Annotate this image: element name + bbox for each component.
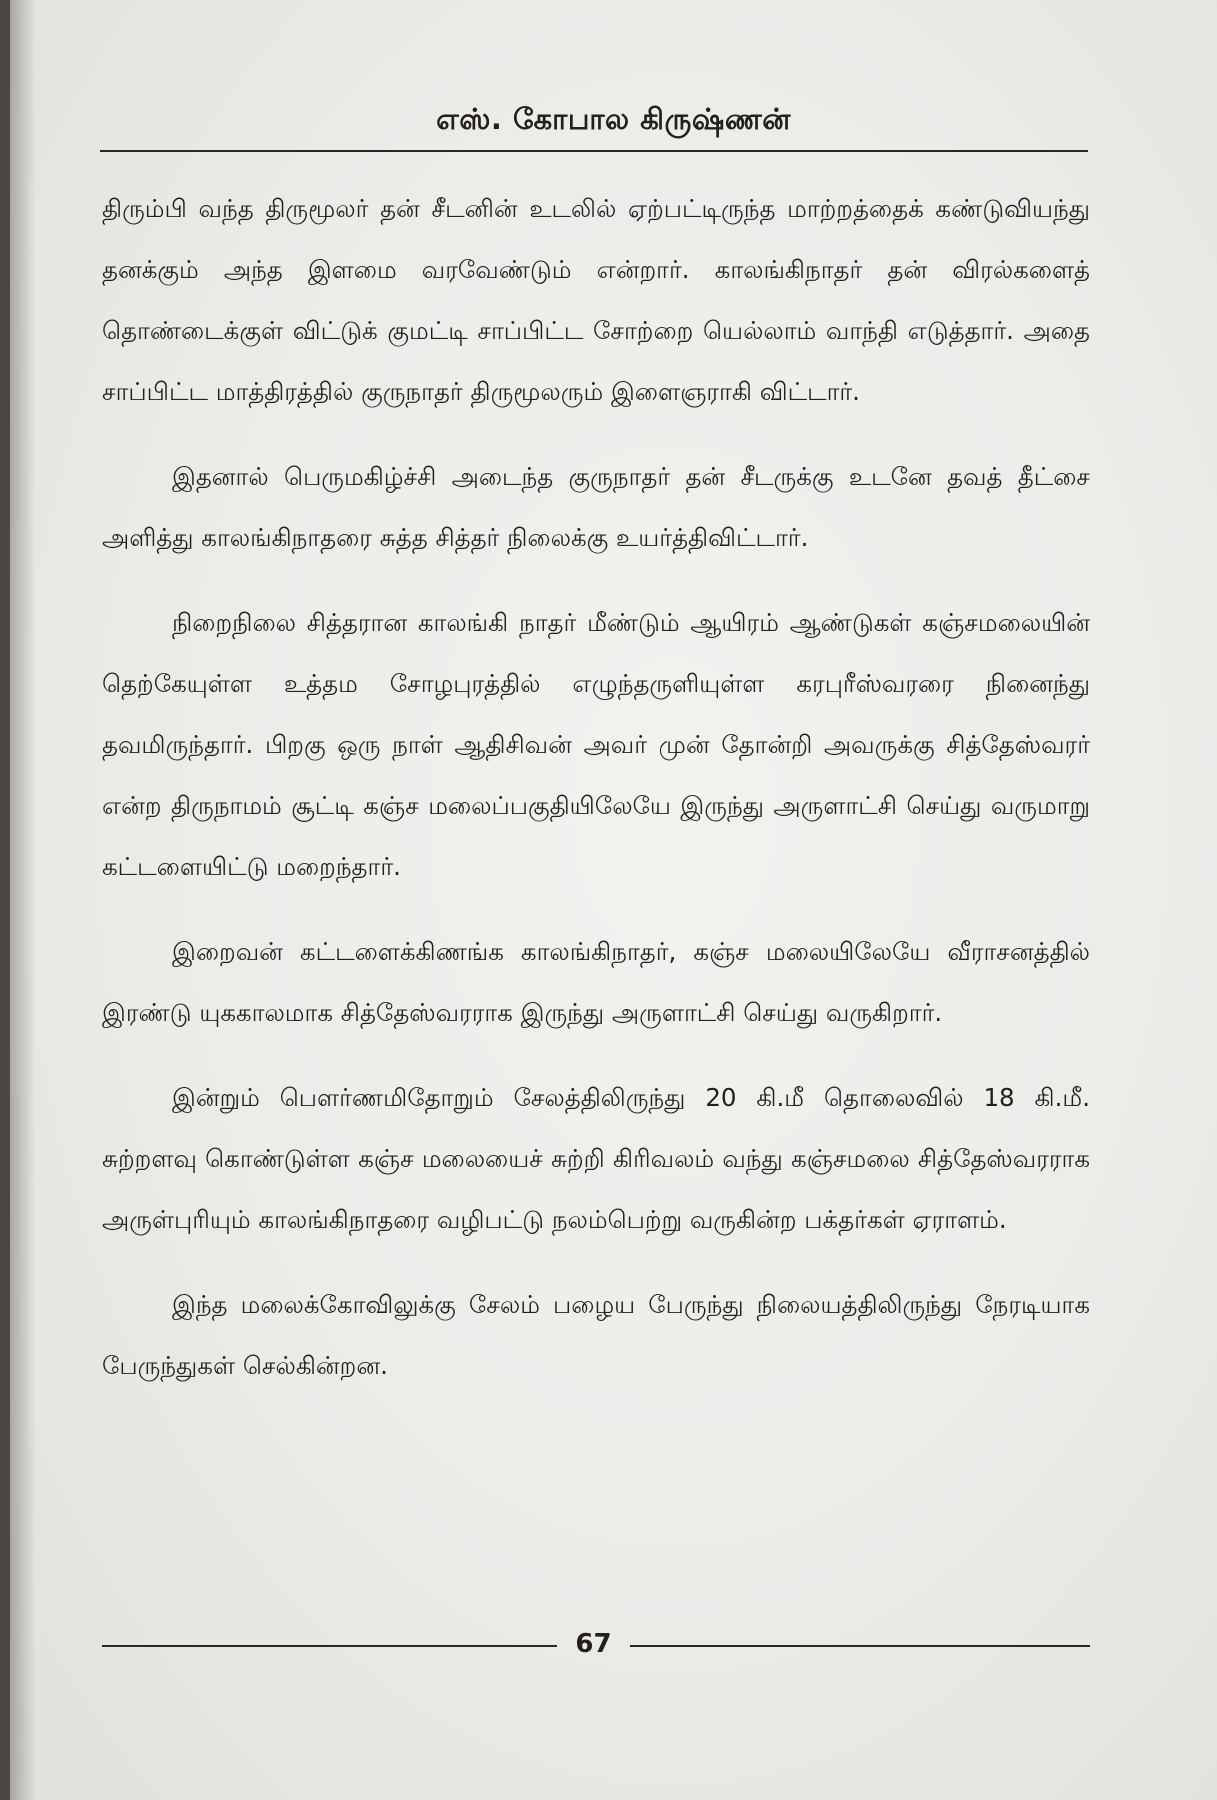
paragraph-4: இறைவன் கட்டளைக்கிணங்க காலங்கிநாதர், கஞ்ச மலையிலேயே வீராசனத்தில் இரண்டு யுககாலமாக சித்தேஸ்வரராக இருந்து அருளாட்சி செய்து வருகிறார். bbox=[102, 937, 1090, 1027]
running-header-author: எஸ். கோபால கிருஷ்ணன் bbox=[436, 102, 791, 136]
paragraph-5: இன்றும் பௌர்ணமிதோறும் சேலத்திலிருந்து 20 கி.மீ தொலைவில் 18 கி.மீ. சுற்றளவு கொண்டுள்ள கஞ்ச மலையைச் சுற்றி கிரிவலம் வந்து கஞ்சமலை சித்தேஸ்வரராக அருள்புரியும் காலங்கிநாதரை வழிபட்டு நலம்பெற்று வருகின்ற பக்தர்கள் ஏராளம். bbox=[102, 1083, 1090, 1234]
paragraph-3: நிறைநிலை சித்தரான காலங்கி நாதர் மீண்டும் ஆயிரம் ஆண்டுகள் கஞ்சமலையின் தெற்கேயுள்ள உத்தம சோழபுரத்தில் எழுந்தருளியுள்ள கரபுரீஸ்வரரை நினைந்து தவமிருந்தார். பிறகு ஒரு நாள் ஆதிசிவன் அவர் முன் தோன்றி அவருக்கு சித்தேஸ்வரர் என்ற திருநாமம் சூட்டி கஞ்ச மலைப்பகுதியிலேயே இருந்து அருளாட்சி செய்து வருமாறு கட்டளையிட்டு மறைந்தார். bbox=[102, 608, 1090, 881]
body-text bbox=[102, 178, 1090, 1420]
header-rule bbox=[100, 150, 1088, 152]
footer-rule-left bbox=[102, 1645, 557, 1647]
book-page bbox=[10, 0, 1217, 1800]
paragraph-1: திரும்பி வந்த திருமூலர் தன் சீடனின் உடலில் ஏற்பட்டிருந்த மாற்றத்தைக் கண்டுவியந்து தனக்கும் அந்த இளமை வரவேண்டும் என்றார். காலங்கிநாதர் தன் விரல்களைத் தொண்டைக்குள் விட்டுக் குமட்டி சாப்பிட்ட சோற்றை யெல்லாம் வாந்தி எடுத்தார். அதை சாப்பிட்ட மாத்திரத்தில் குருநாதர் திருமூலரும் இளைஞராகி விட்டார். bbox=[102, 194, 1090, 406]
paragraph-2: இதனால் பெருமகிழ்ச்சி அடைந்த குருநாதர் தன் சீடருக்கு உடனே தவத் தீட்சை அளித்து காலங்கிநாதரை சுத்த சித்தர் நிலைக்கு உயர்த்திவிட்டார். bbox=[102, 462, 1090, 552]
paragraph-6: இந்த மலைக்கோவிலுக்கு சேலம் பழைய பேருந்து நிலையத்திலிருந்து நேரடியாக பேருந்துகள் செல்கின்றன. bbox=[102, 1290, 1090, 1380]
spine-shadow bbox=[10, 0, 36, 1800]
footer-rule-right bbox=[630, 1645, 1090, 1647]
page-number: 67 bbox=[575, 1629, 612, 1659]
